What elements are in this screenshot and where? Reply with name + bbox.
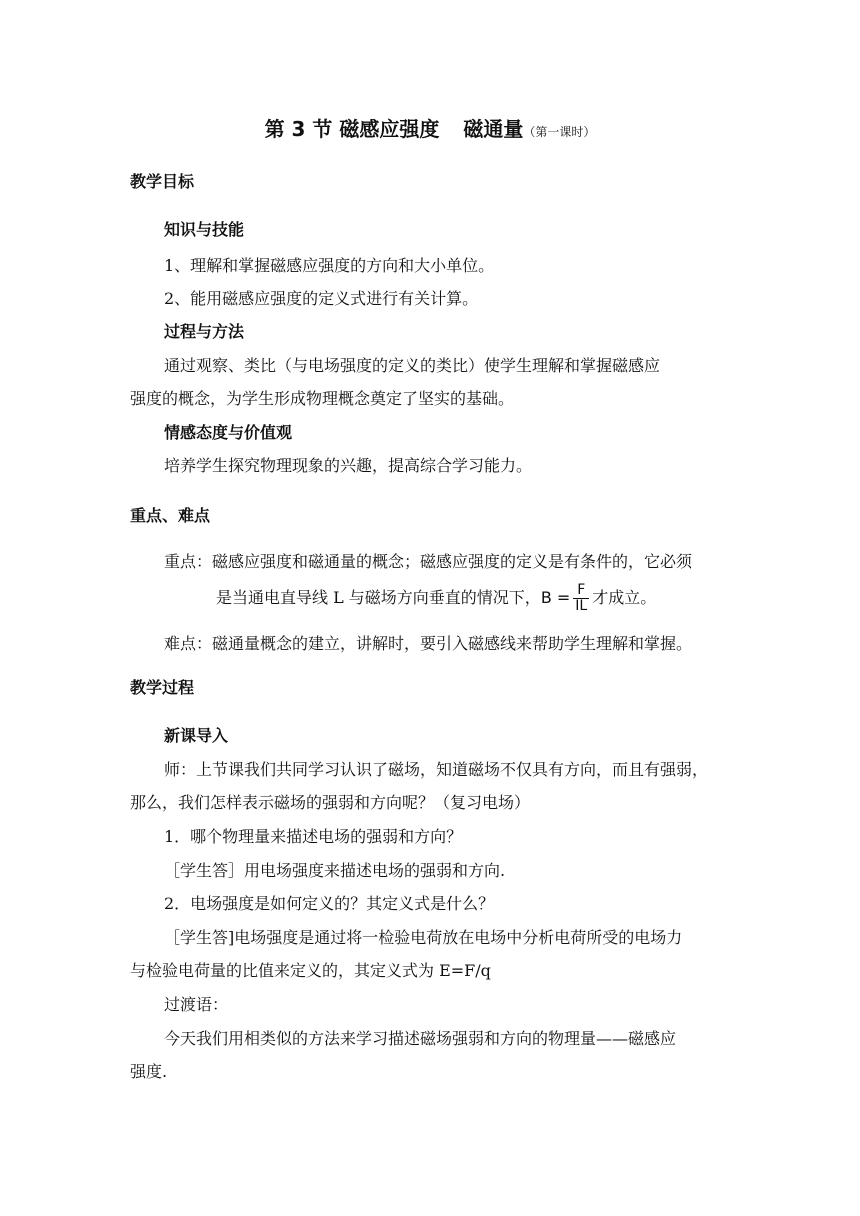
process-method-text: 通过观察、类比（与电场强度的定义的类比）使学生理解和掌握磁感应 (164, 356, 661, 375)
transition-label: 过渡语： (164, 995, 229, 1014)
transition-text: 强度. (130, 1062, 168, 1081)
question-item: 1．哪个物理量来描述电场的强弱和方向？ (164, 827, 463, 846)
knowledge-item: 1、理解和掌握磁感应强度的方向和大小单位。 (164, 256, 495, 275)
key-point-formula-line (216, 582, 656, 614)
key-point-text-post: 才成立。 (592, 588, 657, 607)
page-title (0, 116, 860, 145)
difficulty-text: 难点：磁通量概念的建立，讲解时，要引入磁感线来帮助学生理解和掌握。 (164, 634, 693, 653)
title-part2: 磁通量 (463, 117, 524, 141)
attitude-text: 培养学生探究物理现象的兴趣，提高综合学习能力。 (164, 456, 533, 475)
question-item: 2．电场强度是如何定义的？其定义式是什么？ (164, 894, 495, 913)
answer-item: ［学生答］用电场强度来描述电场的强弱和方向. (164, 861, 506, 880)
objectives-heading: 教学目标 (130, 172, 195, 191)
key-point-text: 重点：磁感应强度和磁通量的概念；磁感应强度的定义是有条件的，它必须 (164, 552, 693, 571)
process-method-heading: 过程与方法 (164, 322, 245, 341)
formula-denominator: IL (575, 598, 588, 614)
formula-fraction (573, 583, 589, 614)
formula-numerator: F (573, 583, 589, 599)
transition-text: 今天我们用相类似的方法来学习描述磁场强弱和方向的物理量——磁感应 (164, 1029, 677, 1048)
process-heading: 教学过程 (130, 678, 195, 697)
knowledge-item: 2、能用磁感应强度的定义式进行有关计算。 (164, 289, 479, 308)
teacher-text: 那么，我们怎样表示磁场的强弱和方向呢？（复习电场） (130, 793, 531, 812)
intro-heading: 新课导入 (164, 726, 229, 745)
answer-item: 与检验电荷量的比值来定义的，其定义式为 E=F/q (130, 961, 491, 980)
process-method-text: 强度的概念，为学生形成物理概念奠定了坚实的基础。 (130, 389, 515, 408)
title-part1: 第 3 节 磁感应强度 (264, 117, 440, 141)
key-points-heading: 重点、难点 (130, 506, 211, 525)
answer-item: ［学生答]电场强度是通过将一检验电荷放在电场中分析电荷所受的电场力 (164, 928, 683, 947)
title-subtitle: （第一课时） (523, 125, 596, 139)
formula-lhs: B = (540, 588, 571, 607)
key-point-text-pre: 是当通电直导线 L 与磁场方向垂直的情况下， (216, 588, 541, 607)
attitude-heading: 情感态度与价值观 (164, 423, 293, 442)
teacher-text: 师：上节课我们共同学习认识了磁场，知道磁场不仅具有方向，而且有强弱， (164, 760, 709, 779)
knowledge-heading: 知识与技能 (164, 220, 245, 239)
